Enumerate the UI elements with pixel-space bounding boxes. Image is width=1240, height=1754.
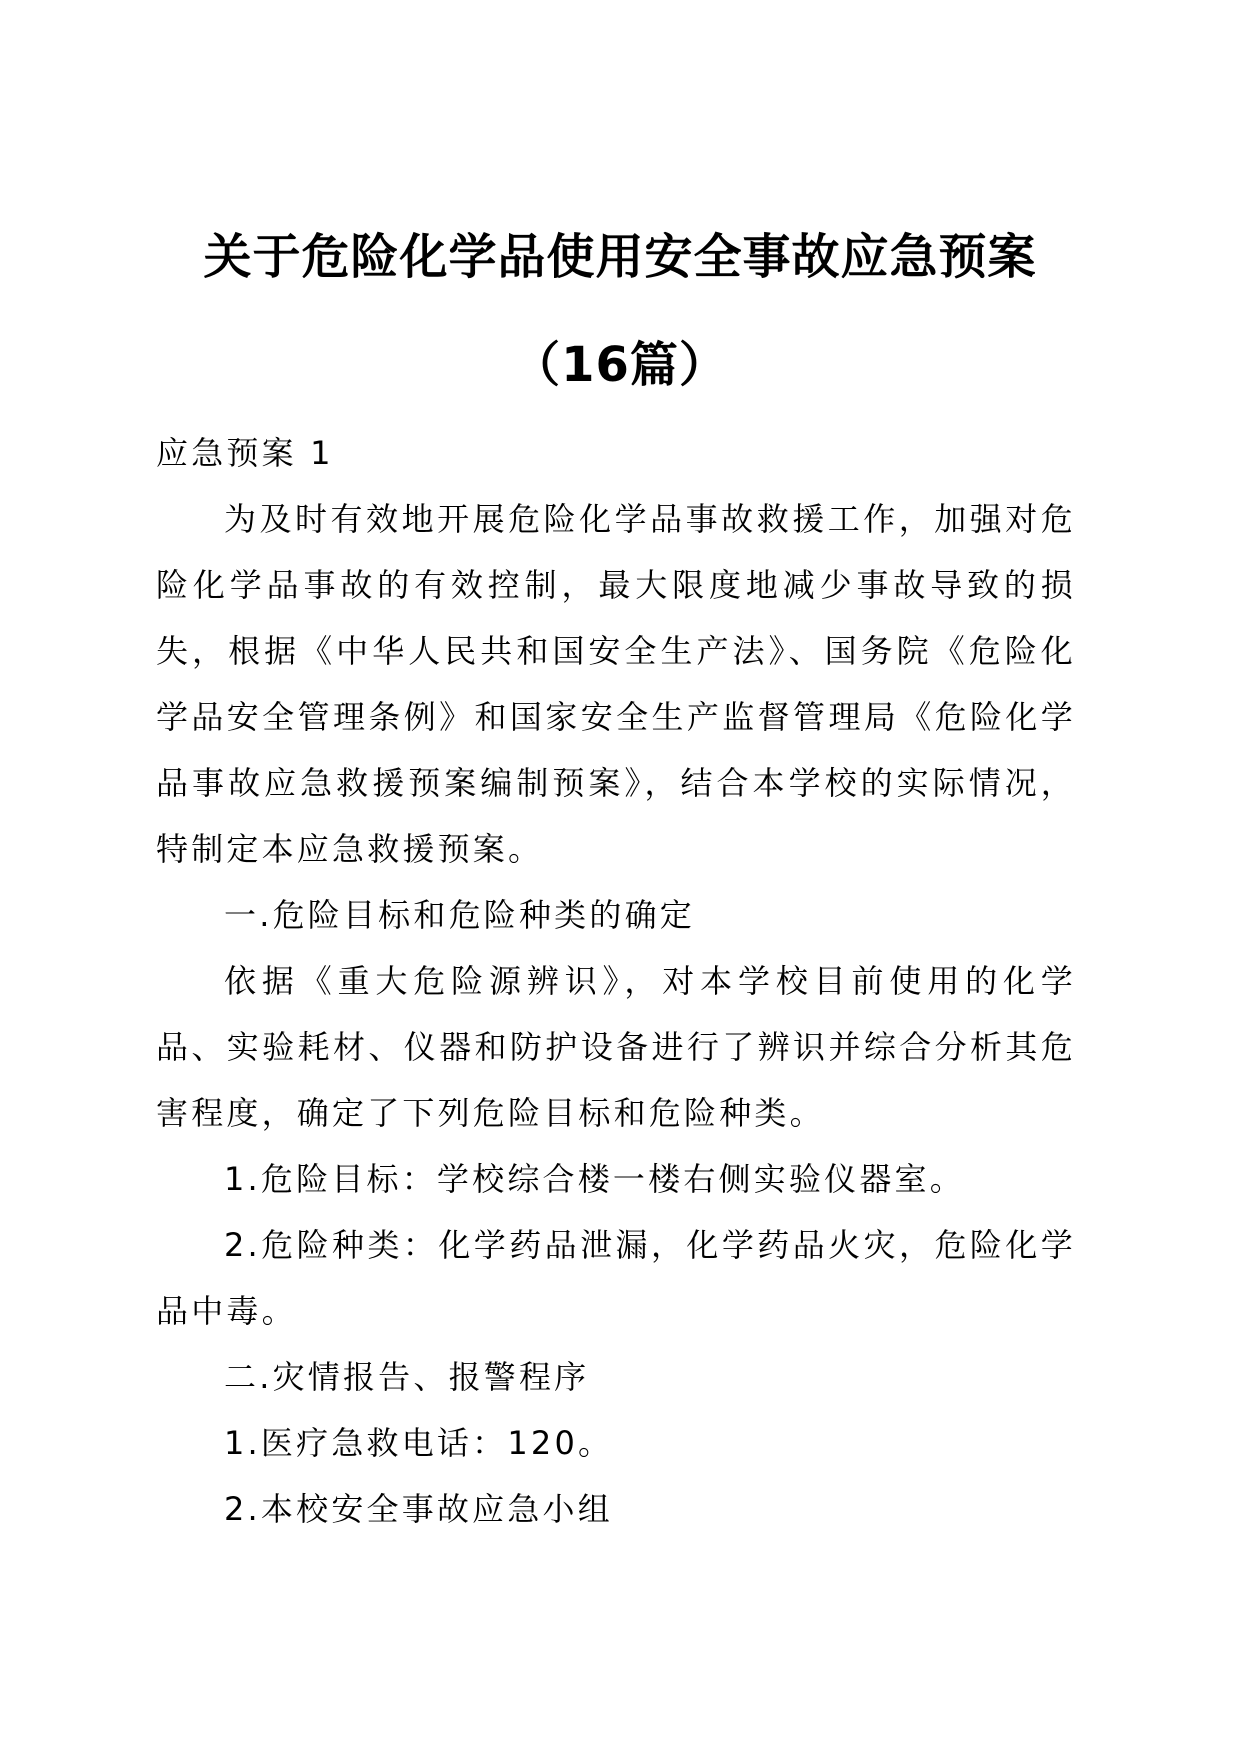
paragraph: 为及时有效地开展危险化学品事故救援工作，加强对危险化学品事故的有效控制，最大限度地减少事故导致的损失，根据《中华人民共和国安全生产法》、国务院《危险化学品安全管理条例》和国家安全生产监督管理局《危险化学品事故应急救援预案编制预案》，结合本学校的实际情况，特制定本应急救援预案。 xyxy=(156,500,1076,868)
document-body xyxy=(156,420,1076,1542)
list-item: 1.危险目标：学校综合楼一楼右侧实验仪器室。 xyxy=(224,1160,965,1198)
document-subtitle: （16篇） xyxy=(512,337,728,393)
list-item: 2.危险种类：化学药品泄漏，化学药品火灾，危险化学品中毒。 xyxy=(156,1226,1076,1330)
list-item: 1.医疗急救电话：120。 xyxy=(224,1424,614,1462)
section-heading: 应急预案 1 xyxy=(156,434,334,472)
document-title: 关于危险化学品使用安全事故应急预案 xyxy=(203,229,1037,285)
list-item: 2.本校安全事故应急小组 xyxy=(224,1490,613,1528)
section-heading: 二.灾情报告、报警程序 xyxy=(224,1358,590,1396)
section-heading: 一.危险目标和危险种类的确定 xyxy=(224,896,695,934)
paragraph: 依据《重大危险源辨识》，对本学校目前使用的化学品、实验耗材、仪器和防护设备进行了辨识并综合分析其危害程度，确定了下列危险目标和危险种类。 xyxy=(156,962,1076,1132)
